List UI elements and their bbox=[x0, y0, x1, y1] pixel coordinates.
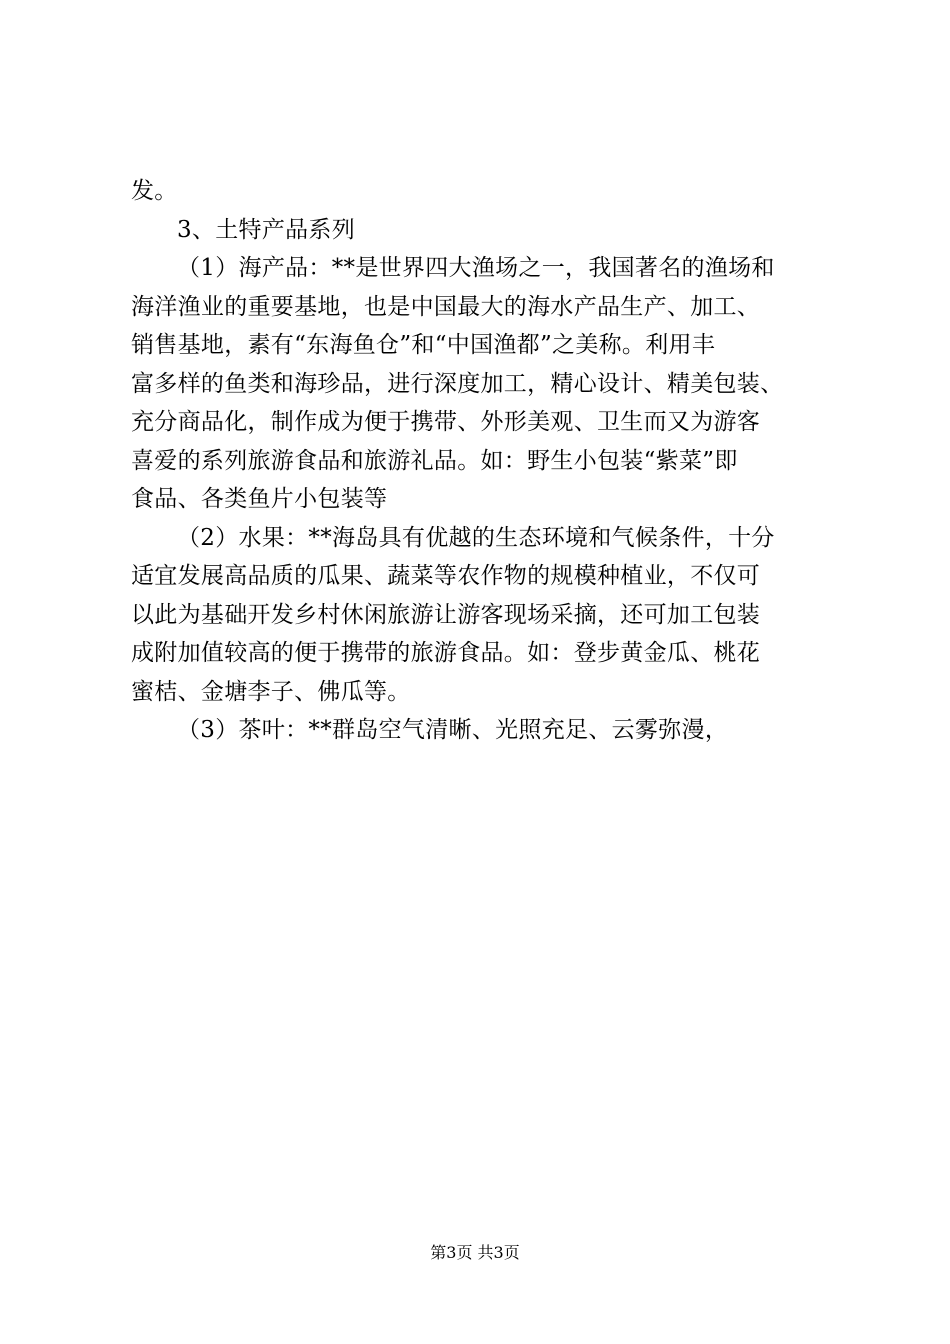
text-line: 充分商品化，制作成为便于携带、外形美观、卫生而又为游客 bbox=[131, 409, 761, 435]
body-text bbox=[131, 172, 831, 750]
text-line: 食品、各类鱼片小包装等 bbox=[131, 486, 388, 512]
text-line: （1）海产品：**是世界四大渔场之一，我国著名的渔场和 bbox=[177, 255, 775, 281]
text-line: 喜爱的系列旅游食品和旅游礼品。如：野生小包装“紫菜”即 bbox=[131, 447, 738, 474]
text-line: （3）茶叶：**群岛空气清晰、光照充足、云雾弥漫， bbox=[177, 717, 729, 743]
text-line: 成附加值较高的便于携带的旅游食品。如：登步黄金瓜、桃花 bbox=[131, 640, 761, 666]
text-line: 蜜桔、金塘李子、佛瓜等。 bbox=[131, 678, 411, 705]
text-line: （2）水果：**海岛具有优越的生态环境和气候条件，十分 bbox=[177, 524, 775, 551]
text-line: 富多样的鱼类和海珍品，进行深度加工，精心设计、精美包装、 bbox=[131, 370, 784, 397]
text-line: 销售基地，素有“东海鱼仓”和“中国渔都”之美称。利用丰 bbox=[131, 332, 716, 358]
section-heading: 3、土特产品系列 bbox=[177, 216, 356, 243]
page-footer: 第3页 共3页 bbox=[430, 1243, 520, 1262]
text-line: 海洋渔业的重要基地，也是中国最大的海水产品生产、加工、 bbox=[131, 293, 761, 320]
text-line: 以此为基础开发乡村休闲旅游让游客现场采摘，还可加工包装 bbox=[131, 601, 761, 628]
text-line: 适宜发展高品质的瓜果、蔬菜等农作物的规模种植业，不仅可 bbox=[131, 563, 761, 589]
text-line: 发。 bbox=[131, 178, 178, 204]
